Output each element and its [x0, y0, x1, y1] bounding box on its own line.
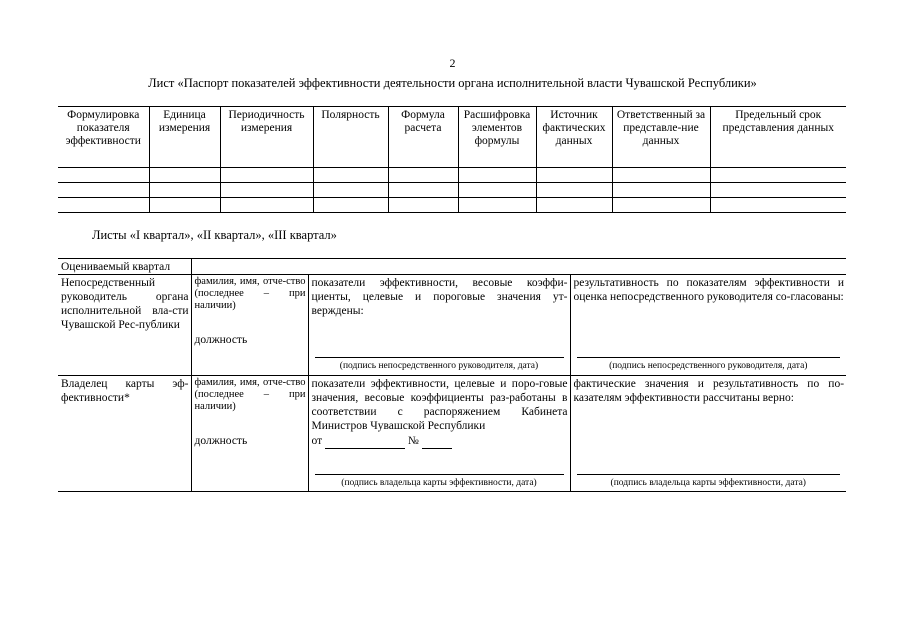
header-cell: Предельный срок представления данных — [710, 107, 846, 168]
result-cell — [570, 275, 846, 376]
passport-table — [58, 106, 846, 213]
order-number-label: № — [407, 435, 419, 447]
signature-line — [577, 474, 841, 475]
name-field-label: фамилия, имя, отче-ство (последнее – при наличии) — [194, 377, 306, 412]
name-cell — [191, 275, 308, 376]
position-field-label: должность — [194, 334, 248, 346]
table-row — [58, 183, 846, 198]
position-field-label: должность — [194, 435, 248, 447]
approval-cell — [308, 376, 570, 492]
header-cell: Формула расчета — [388, 107, 458, 168]
approval-cell — [308, 275, 570, 376]
header-cell: Полярность — [313, 107, 388, 168]
signature-caption: (подпись владельца карты эффективности, дата) — [341, 478, 537, 488]
header-cell: Периодичность измерения — [220, 107, 313, 168]
order-number-blank — [422, 434, 452, 449]
role-cell — [58, 376, 191, 492]
header-cell: Формулировка показателя эффективности — [58, 107, 149, 168]
signature-caption: (подпись непосредственного руководителя, дата) — [609, 361, 808, 371]
header-cell: Единица измерения — [149, 107, 220, 168]
sheet-title: Лист «Паспорт показателей эффективности деятельности органа исполнительной власти Чувашской Республики» — [148, 76, 757, 90]
signature-caption: (подпись непосредственного руководителя, дата) — [339, 361, 539, 371]
signature-line — [315, 357, 564, 358]
order-reference — [309, 433, 570, 449]
order-date-blank — [325, 434, 405, 449]
page-number: 2 — [449, 56, 456, 70]
name-field-label: фамилия, имя, отче-ство (последнее – при наличии) — [194, 276, 306, 311]
result-text: результативность по показателям эффективности и оценка непосредственного руководителя со-гласованы: — [573, 277, 845, 303]
quarter-table — [58, 258, 846, 492]
quarter-header-label: Оцениваемый квартал — [58, 259, 191, 275]
quarter-header-row — [58, 259, 846, 275]
signature-caption: (подпись владельца карты эффективности, дата) — [610, 478, 806, 488]
table-row — [58, 275, 846, 376]
role-label: Непосредственный руководитель органа исполнительной вла-сти Чувашской Рес-публики — [61, 277, 189, 331]
role-cell — [58, 275, 191, 376]
header-cell: Ответственный за представле-ние данных — [612, 107, 710, 168]
result-text: фактические значения и результативность по по-казателям эффективности рассчитаны верно: — [573, 378, 845, 404]
passport-header-row — [58, 107, 846, 168]
header-cell: Расшифровка элементов формулы — [458, 107, 536, 168]
result-cell — [570, 376, 846, 492]
order-from-label: от — [311, 435, 323, 447]
name-cell — [191, 376, 308, 492]
role-label: Владелец карты эф-фективности* — [61, 378, 189, 404]
approval-text: показатели эффективности, весовые коэффи-циенты, целевые и пороговые значения ут-верждены: — [311, 277, 568, 317]
signature-line — [577, 357, 841, 358]
signature-line — [315, 474, 564, 475]
quarters-title: Листы «I квартал», «II квартал», «III квартал» — [92, 228, 337, 242]
table-row — [58, 198, 846, 213]
header-cell: Источник фактических данных — [536, 107, 612, 168]
approval-text: показатели эффективности, целевые и поро-говые значения, весовые коэффициенты раз-работаны в соответствии с распоряжением Кабинета Министров Чувашской Республики — [311, 378, 568, 432]
table-row — [58, 376, 846, 492]
table-row — [58, 168, 846, 183]
